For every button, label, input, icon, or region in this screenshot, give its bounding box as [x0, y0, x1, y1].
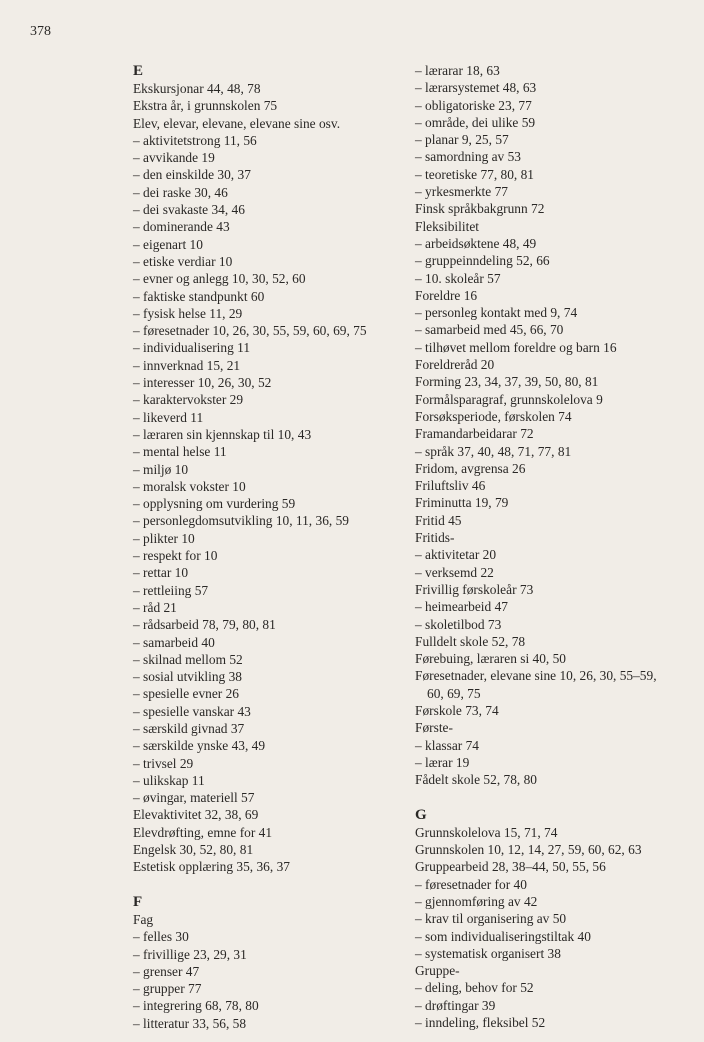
index-subentry: – særskilde ynske 43, 49 — [133, 738, 266, 754]
index-subentry: – litteratur 33, 56, 58 — [133, 1015, 247, 1031]
index-entry: Førebuing, læraren si 40, 50 — [415, 651, 566, 667]
section-letter: E — [133, 63, 144, 79]
index-subentry: – dei raske 30, 46 — [133, 184, 228, 200]
index-subentry: – dei svakaste 34, 46 — [133, 202, 245, 218]
index-subentry: – integrering 68, 78, 80 — [133, 998, 259, 1014]
index-entry: Friluftsliv 46 — [415, 478, 486, 494]
index-subentry: – felles 30 — [133, 929, 189, 945]
index-subentry: – innverknad 15, 21 — [133, 357, 241, 373]
index-subentry: – lærarar 18, 63 — [415, 63, 500, 78]
index-subentry: – rettar 10 — [133, 565, 189, 581]
index-subentry: – personleg kontakt med 9, 74 — [415, 305, 578, 321]
index-entry: Elevdrøfting, emne for 41 — [133, 824, 273, 840]
index-subentry: – deling, behov for 52 — [415, 980, 534, 996]
index-entry: Førskole 73, 74 — [415, 702, 499, 718]
index-subentry: – krav til organisering av 50 — [415, 911, 567, 927]
index-subentry: – frivillige 23, 29, 31 — [133, 946, 247, 962]
index-subentry: – yrkesmerkte 77 — [415, 184, 508, 200]
index-subentry: – aktivitetar 20 — [415, 547, 497, 563]
index-entry: Foreldre 16 — [415, 287, 478, 303]
page-number: 378 — [30, 24, 51, 39]
index-subentry: – klassar 74 — [415, 737, 479, 753]
index-entry: Forsøksperiode, førskolen 74 — [415, 408, 572, 424]
index-subentry: – individualisering 11 — [133, 340, 251, 356]
index-subentry: – føresetnader 10, 26, 30, 55, 59, 60, 69, 75 — [133, 323, 367, 339]
index-subentry: – teoretiske 77, 80, 81 — [415, 166, 535, 182]
index-subentry: – dominerande 43 — [133, 219, 230, 235]
index-subentry: – karaktervokster 29 — [133, 392, 244, 408]
index-entry: Formålsparagraf, grunnskolelova 9 — [415, 391, 603, 407]
index-subentry: – læraren sin kjennskap til 10, 43 — [133, 426, 312, 442]
index-subentry: – råd 21 — [133, 599, 177, 615]
index-subentry: – rettleiing 57 — [133, 582, 209, 598]
index-entry: Estetisk opplæring 35, 36, 37 — [133, 859, 290, 875]
index-subentry: – tilhøvet mellom foreldre og barn 16 — [415, 339, 617, 355]
index-entry: Fådelt skole 52, 78, 80 — [415, 772, 537, 788]
index-subentry: – den einskilde 30, 37 — [133, 167, 251, 183]
section-gap — [415, 788, 700, 805]
index-entry: Ekstra år, i grunnskolen 75 — [133, 98, 278, 114]
index-subentry: – heimearbeid 47 — [415, 599, 508, 615]
index-subentry: – sosial utvikling 38 — [133, 669, 242, 685]
index-subentry: – arbeidsøktene 48, 49 — [415, 235, 537, 251]
index-subentry: – eigenart 10 — [133, 236, 203, 252]
index-subentry: – etiske verdiar 10 — [133, 253, 233, 269]
index-subentry: – faktiske standpunkt 60 — [133, 288, 265, 304]
index-subentry: – rådsarbeid 78, 79, 80, 81 — [133, 617, 276, 633]
index-subentry: – interesser 10, 26, 30, 52 — [133, 375, 272, 391]
index-subentry: – avvikande 19 — [133, 150, 215, 166]
index-subentry: – grupper 77 — [133, 981, 202, 997]
index-subentry: – systematisk organisert 38 — [415, 945, 561, 961]
index-subentry: – evner og anlegg 10, 30, 52, 60 — [133, 271, 306, 287]
index-entry: Elev, elevar, elevane, elevane sine osv. — [133, 115, 341, 131]
index-subentry: – grenser 47 — [133, 963, 200, 979]
index-subentry: – opplysning om vurdering 59 — [133, 496, 296, 512]
index-entry: Elevaktivitet 32, 38, 69 — [133, 807, 259, 823]
index-entry: Friminutta 19, 79 — [415, 495, 509, 511]
index-entry: Ekskursjonar 44, 48, 78 — [133, 81, 261, 96]
index-subentry: – språk 37, 40, 48, 71, 77, 81 — [415, 443, 572, 459]
index-entry: 60, 69, 75 — [427, 685, 481, 701]
index-subentry: – trivsel 29 — [133, 755, 194, 771]
index-subentry: – fysisk helse 11, 29 — [133, 305, 243, 321]
index-subentry: – spesielle vanskar 43 — [133, 703, 251, 719]
index-subentry: – verksemd 22 — [415, 564, 494, 580]
index-subentry: – inndeling, fleksibel 52 — [415, 1015, 546, 1031]
index-entry: Fleksibilitet — [415, 218, 479, 234]
index-entry: Fritid 45 — [415, 512, 462, 528]
index-entry: Engelsk 30, 52, 80, 81 — [133, 842, 254, 858]
index-entry: Foreldreråd 20 — [415, 357, 495, 373]
section-letter: F — [133, 893, 143, 910]
index-subentry: – lærar 19 — [415, 754, 470, 770]
index-entry: Finsk språkbakgrunn 72 — [415, 201, 545, 217]
index-entry: Gruppearbeid 28, 38–44, 50, 55, 56 — [415, 859, 606, 875]
index-column-right — [415, 62, 700, 1031]
index-entry: Fridom, avgrensa 26 — [415, 460, 526, 476]
index-entry: Forming 23, 34, 37, 39, 50, 80, 81 — [415, 374, 599, 390]
index-subentry: – 10. skoleår 57 — [415, 270, 501, 286]
index-column-left — [133, 62, 408, 1032]
index-subentry: – gruppeinndeling 52, 66 — [415, 253, 550, 269]
index-subentry: – føresetnader for 40 — [415, 876, 527, 892]
index-subentry: – skilnad mellom 52 — [133, 651, 243, 667]
index-subentry: – planar 9, 25, 57 — [415, 132, 509, 148]
index-subentry: – drøftingar 39 — [415, 997, 496, 1013]
index-entry: Gruppe- — [415, 963, 460, 979]
index-subentry: – samarbeid 40 — [133, 634, 215, 650]
index-subentry: – respekt for 10 — [133, 548, 218, 564]
section-gap — [133, 876, 408, 893]
index-subentry: – som individualiseringstiltak 40 — [415, 928, 591, 944]
index-subentry: – plikter 10 — [133, 530, 195, 546]
index-subentry: – lærarsystemet 48, 63 — [415, 80, 537, 96]
index-subentry: – personlegdomsutvikling 10, 11, 36, 59 — [133, 513, 349, 529]
index-subentry: – obligatoriske 23, 77 — [415, 97, 532, 113]
index-entry: Fag — [133, 911, 154, 927]
index-subentry: – særskild givnad 37 — [133, 720, 245, 736]
index-entry: Framandarbeidarar 72 — [415, 426, 534, 442]
index-entry: Første- — [415, 720, 453, 736]
section-letter: G — [415, 806, 427, 823]
index-subentry: – aktivitetstrong 11, 56 — [133, 132, 257, 148]
index-subentry: – miljø 10 — [133, 461, 189, 477]
index-subentry: – skoletilbod 73 — [415, 616, 502, 632]
index-entry: Fritids- — [415, 530, 455, 546]
index-entry: Føresetnader, elevane sine 10, 26, 30, 55–59, — [415, 668, 657, 684]
index-subentry: – område, dei ulike 59 — [415, 114, 536, 130]
index-subentry: – samarbeid med 45, 66, 70 — [415, 322, 564, 338]
index-subentry: – spesielle evner 26 — [133, 686, 239, 702]
index-subentry: – likeverd 11 — [133, 409, 204, 425]
index-entry: Fulldelt skole 52, 78 — [415, 633, 526, 649]
index-entry: Grunnskolelova 15, 71, 74 — [415, 824, 558, 840]
index-entry: Grunnskolen 10, 12, 14, 27, 59, 60, 62, 63 — [415, 842, 642, 858]
index-subentry: – gjennomføring av 42 — [415, 893, 538, 909]
index-subentry: – øvingar, materiell 57 — [133, 790, 255, 806]
index-subentry: – ulikskap 11 — [133, 772, 205, 788]
index-subentry: – moralsk vokster 10 — [133, 478, 246, 494]
index-subentry: – mental helse 11 — [133, 444, 227, 460]
index-subentry: – samordning av 53 — [415, 149, 521, 165]
index-entry: Frivillig førskoleår 73 — [415, 581, 534, 597]
